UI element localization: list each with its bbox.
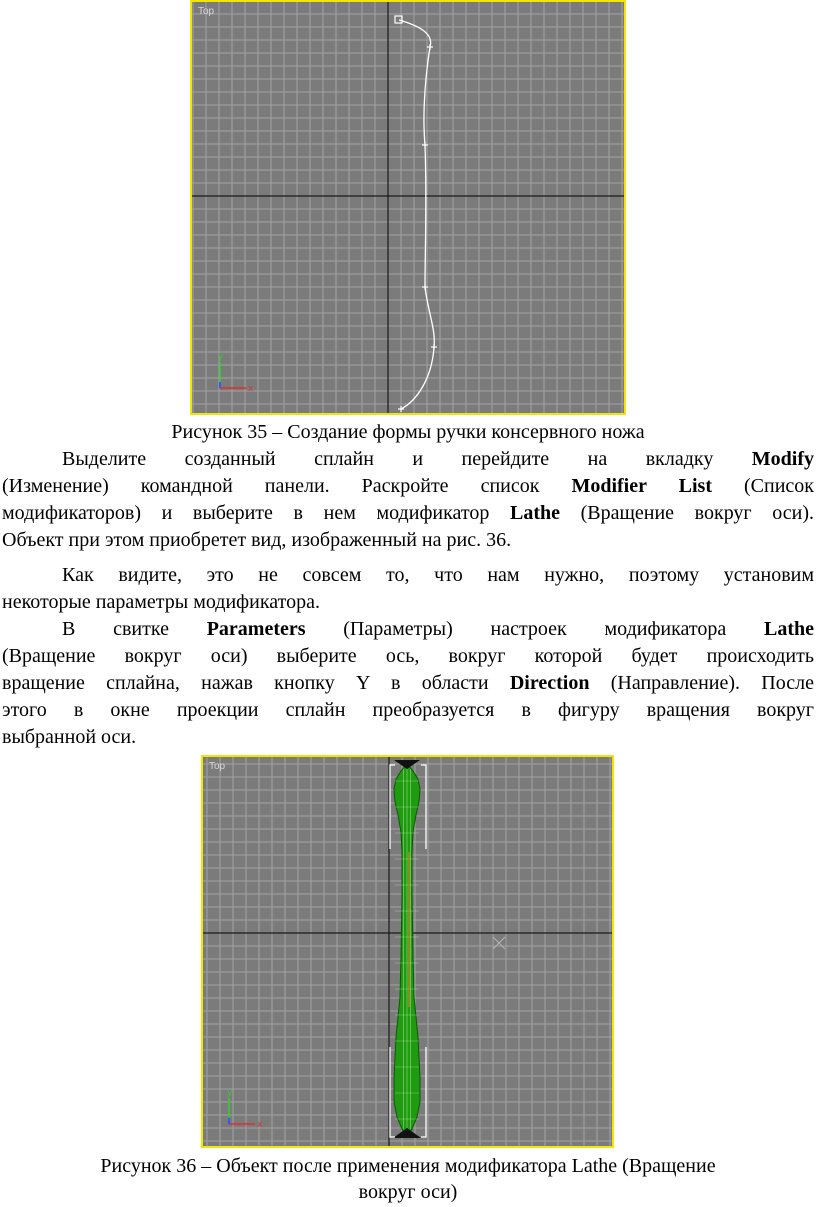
viewport-label[interactable]: Top (209, 761, 226, 772)
paragraph-line: модификаторов) и выберите в нем модификатор Lathe (Вращение вокруг оси). (2, 502, 815, 524)
viewport-top-spline[interactable] (190, 0, 626, 415)
term-modify: Modify (751, 448, 814, 470)
selection-bracket (421, 1047, 426, 1137)
axis-gizmo-y-label: y (227, 1088, 233, 1098)
paragraph-line: выбранной оси. (2, 726, 137, 748)
paragraph-line: этого в окне проекции сплайн преобразуется в фигуру вращения вокруг (2, 699, 814, 721)
paragraph-line: некоторые параметры модификатора. (2, 591, 320, 613)
spline-curve (399, 20, 434, 409)
paragraph-line: Объект при этом приобретет вид, изображенный на рис. 36. (2, 529, 512, 551)
lathe-bottom-cap (393, 1128, 421, 1138)
paragraph-direction-instructions (2, 616, 814, 751)
figure-36-caption (0, 1153, 816, 1205)
paragraph-line: Выделите созданный сплайн и перейдите на вкладку Modify (62, 448, 814, 470)
paragraph-line: вращение сплайна, нажав кнопку Y в области Direction (Направление). После (2, 672, 814, 694)
viewport-label[interactable]: Top (198, 6, 215, 17)
figure-35-caption: Рисунок 35 – Создание формы ручки консервного ножа (171, 421, 645, 443)
paragraph-line: (Вращение вокруг оси) выберите ось, вокруг которой будет происходить (2, 645, 814, 667)
spline-viewport-canvas (192, 2, 624, 413)
term-parameters: Parameters (206, 618, 306, 640)
axis-gizmo-x-label: x (248, 384, 254, 394)
paragraph-line: Как видите, это не совсем то, что нам нужно, поэтому установим (62, 564, 814, 586)
lathe-viewport-canvas (203, 757, 612, 1146)
paragraph-parameters-note (2, 562, 814, 616)
axis-gizmo-y-label: y (218, 352, 224, 362)
caption-line: вокруг оси) (358, 1181, 458, 1203)
selection-bracket (390, 765, 395, 849)
term-lathe: Lathe (764, 618, 815, 640)
viewport-top-lathe[interactable] (201, 755, 614, 1148)
term-lathe: Lathe (509, 502, 560, 524)
axis-gizmo-x-label: x (257, 1120, 263, 1130)
caption-line: Рисунок 36 – Объект после применения модификатора Lathe (Вращение (100, 1155, 716, 1177)
term-direction: Direction (509, 672, 590, 694)
selection-bracket (421, 765, 426, 849)
term-modifier-list: Modifier List (571, 475, 712, 497)
paragraph-line: (Изменение) командной панели. Раскройте список Modifier List (Список (2, 475, 814, 497)
paragraph-line: В свитке Parameters (Параметры) настроек модификатора Lathe (62, 618, 815, 640)
paragraph-modify-instructions (2, 446, 814, 554)
